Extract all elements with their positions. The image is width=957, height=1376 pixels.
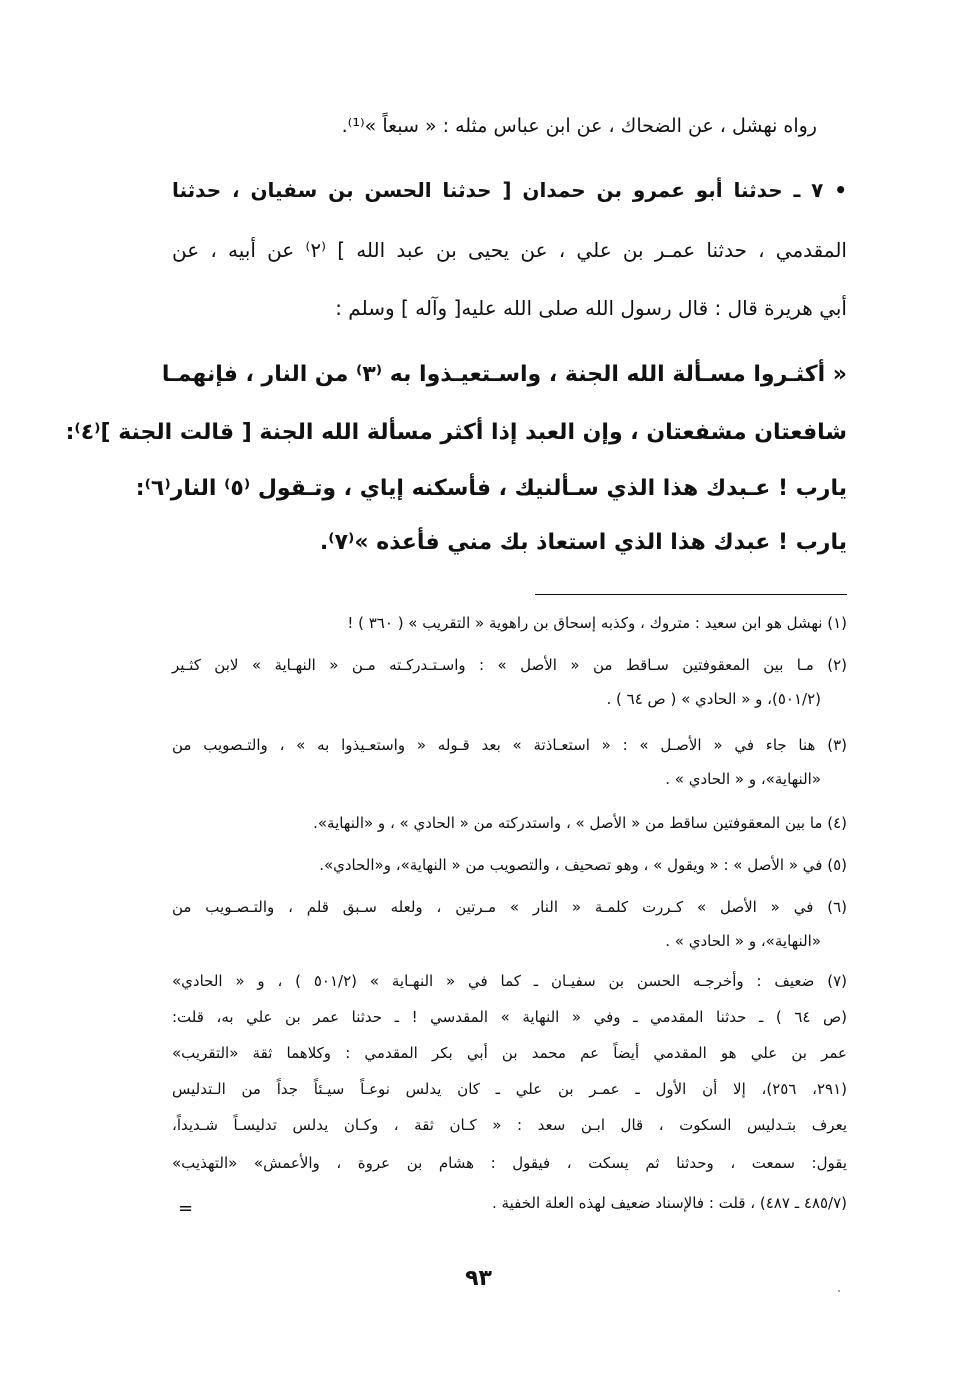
footnote-2-line-2: (٥٠١/٢)، و « الحادي » ( ص ٦٤ ) . — [606, 690, 821, 708]
page-number: ٩٣ — [465, 1266, 492, 1291]
footnote-1: (١) نهشل هو ابن سعيد : متروك ، وكذبه إسحاق بن راهوية « التقريب » ( ٣٦٠ ) ! — [347, 614, 847, 632]
footnote-7-line-1: (٧) ضعيف : وأخرجـه الحسن بن سفيـان ـ كما في « النهـاية » (٥٠١/٢ ) ، و « الحادي» — [172, 972, 847, 990]
footnote-separator — [535, 594, 847, 595]
hadith-intro-line-1: • ٧ ـ حدثنا أبو عمرو بن حمدان [ حدثنا الحسن بن سفيان ، حدثنا — [172, 178, 847, 202]
footnote-4: (٤) ما بين المعقوفتين ساقط من « الأصل » ، واستدركته من « الحادي » ، و «النهاية». — [313, 814, 847, 832]
footnote-7-line-3: عمر بن علي هو المقدمي أيضاً عم محمد بن أبي بكر المقدمي : وكلاهما ثقة «التقريب» — [172, 1044, 847, 1062]
hadith-text-line-4: يارب ! عبدك هذا الذي استعاذ بك مني فأعذه »⁽٧⁾. — [319, 530, 847, 555]
footnote-3-line-1: (٣) هنا جاء في « الأصـل » : « استعـاذتة » بعد قـوله « واستعـيذوا به » ، والتـصويب من — [172, 736, 847, 754]
footnote-7-line-6: يقول: سمعت ، وحدثنا ثم يسكت ، فيقول : هشام بن عروة ، والأعمش» «التهذيب» — [172, 1154, 847, 1172]
footnote-7-line-5: يعرف بتـدليس السكوت ، قال ابـن سعد : « كـان ثقة ، وكـان يدلس تدليسـاً شـديداً، — [172, 1116, 847, 1134]
hadith-intro-line-2: المقدمي ، حدثنا عمـر بن علي ، عن يحيى بن عبد الله ] ⁽٢⁾ عن أبيه ، عن — [172, 238, 847, 262]
footnote-3-line-2: «النهاية»، و « الحادي » . — [665, 770, 821, 788]
footnote-2-line-1: (٢) مـا بين المعقوفتين سـاقط من « الأصل » : واسـتـدركـته مـن « النهـاية » لابن كثـير — [172, 656, 847, 674]
hadith-intro-line-3: أبي هريرة قال : قال رسول الله صلى الله عليه[ وآله ] وسلم : — [335, 296, 847, 320]
hadith-text-line-3: يارب ! عـبدك هذا الذي سـألنيك ، فأسكنه إياي ، وتـقول ⁽٥⁾ النار⁽٦⁾: — [135, 476, 847, 501]
continuation-mark: = — [178, 1198, 194, 1219]
footnote-7-line-7: (٤٨٥/٧ ـ ٤٨٧) ، قلت : فالإسناد ضعيف لهذه العلة الخفية . — [492, 1194, 847, 1212]
scan-speck — [838, 1290, 840, 1292]
hadith-text-line-1: « أكثـروا مسـألة الله الجنة ، واسـتعيـذوا به ⁽٣⁾ من النار ، فإنهمـا — [161, 362, 847, 387]
footnote-7-line-4: (٢٩١، ٢٥٦)، إلا أن الأول ـ عمـر بن علي ـ كان يدلس نوعـاً سيـئاً جداً من الـتدليس — [172, 1080, 847, 1098]
footnote-6-line-1: (٦) في « الأصل » كـررت كلمـة « النار » مـرتين ، ولعله سـبق قلم ، والتـصـويب من — [172, 898, 847, 916]
hadith-text-line-2: شافعتان مشفعتان ، وإن العبد إذا أكثر مسألة الله الجنة [ قالت الجنة ]⁽٤⁾: — [65, 420, 847, 445]
footnote-6-line-2: «النهاية»، و « الحادي » . — [665, 932, 821, 950]
footnote-5: (٥) في « الأصل » : « ويقول » ، وهو تصحيف ، والتصويب من « النهاية»، و«الحادي». — [319, 856, 847, 874]
footnote-7-line-2: (ص ٦٤ ) ـ حدثنا المقدمي ـ وفي « النهاية » المقدسي ! ـ حدثنا عمر بن علي به، قلت: — [172, 1008, 847, 1026]
lead-line: رواه نهشل ، عن الضحاك ، عن ابن عباس مثله : « سبعاً »⁽¹⁾. — [341, 115, 817, 137]
